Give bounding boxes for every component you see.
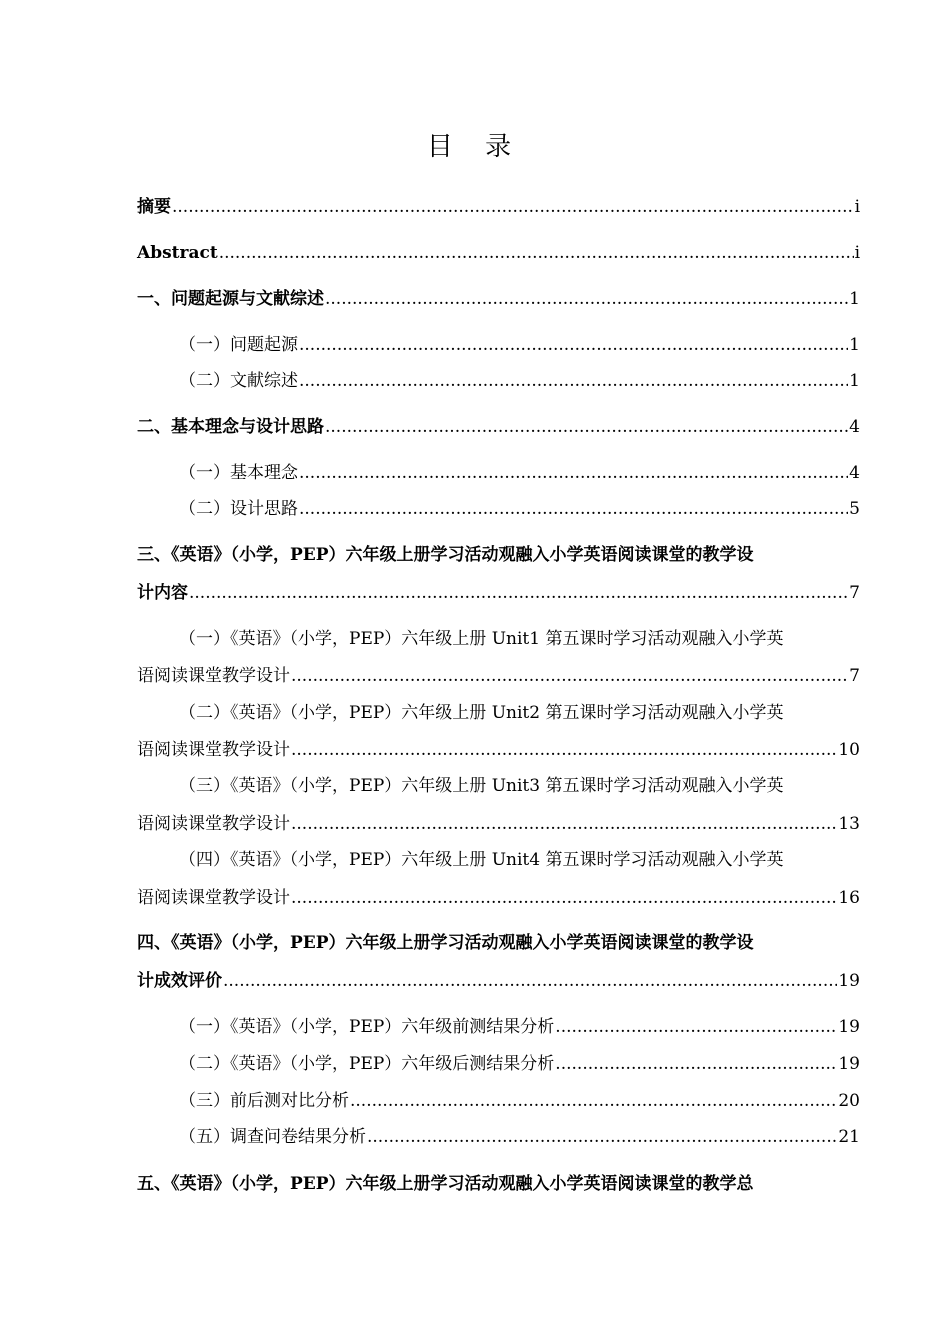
toc-entry-3-4-line1[interactable]: （四）《英语》（小学，PEP）六年级上册 Unit4 第五课时学习活动观融入小学英 xyxy=(179,850,784,870)
toc-page-number: 13 xyxy=(838,814,860,834)
toc-leader-dots xyxy=(291,811,837,837)
toc-entry-2-1[interactable] xyxy=(179,460,860,486)
toc-page-number: 19 xyxy=(838,1017,860,1037)
toc-leader-dots xyxy=(291,737,837,763)
toc-entry-chapter-3-line1[interactable]: 三、《英语》（小学，PEP）六年级上册学习活动观融入小学英语阅读课堂的教学设 xyxy=(137,545,754,565)
toc-entry-chapter-5-line1[interactable]: 五、《英语》（小学，PEP）六年级上册学习活动观融入小学英语阅读课堂的教学总 xyxy=(137,1174,754,1194)
toc-leader-dots xyxy=(299,496,848,522)
toc-entry-4-2[interactable] xyxy=(179,1051,860,1077)
toc-entry-label: （二）文献综述 xyxy=(179,371,298,391)
toc-entry-4-1[interactable] xyxy=(179,1014,860,1040)
toc-page-number: 7 xyxy=(849,583,860,603)
toc-leader-dots xyxy=(223,968,837,994)
toc-entry-chapter-4-line1[interactable]: 四、《英语》（小学，PEP）六年级上册学习活动观融入小学英语阅读课堂的教学设 xyxy=(137,933,754,953)
toc-page-number: 10 xyxy=(838,740,860,760)
toc-entry-3-4[interactable] xyxy=(137,885,860,911)
toc-entry-label: 摘要 xyxy=(137,197,171,217)
toc-leader-dots xyxy=(555,1014,837,1040)
toc-entry-label: （五）调查问卷结果分析 xyxy=(179,1127,366,1147)
toc-entry-3-1-line1[interactable]: （一）《英语》（小学，PEP）六年级上册 Unit1 第五课时学习活动观融入小学英 xyxy=(179,629,784,649)
toc-entry-2-2[interactable] xyxy=(179,496,860,522)
toc-leader-dots xyxy=(325,286,848,312)
toc-entry-label: （一）问题起源 xyxy=(179,335,298,355)
toc-leader-dots xyxy=(325,414,848,440)
toc-page-number: 21 xyxy=(838,1127,860,1147)
toc-entry-label: 语阅读课堂教学设计 xyxy=(137,888,290,908)
toc-entry-label: 二、基本理念与设计思路 xyxy=(137,417,324,437)
toc-entry-abstract-cn[interactable] xyxy=(137,194,860,220)
toc-leader-dots xyxy=(555,1051,837,1077)
toc-entry-chapter-3[interactable] xyxy=(137,580,860,606)
page-title: 目 录 xyxy=(426,132,524,162)
toc-entry-4-5[interactable] xyxy=(179,1124,860,1150)
toc-page-number: 20 xyxy=(838,1091,860,1111)
toc-leader-dots xyxy=(350,1088,837,1114)
toc-page-number: 1 xyxy=(849,289,860,309)
toc-page-number: i xyxy=(854,243,860,263)
toc-leader-dots xyxy=(189,580,848,606)
toc-entry-label: 一、问题起源与文献综述 xyxy=(137,289,324,309)
toc-page-number: 1 xyxy=(849,371,860,391)
toc-entry-3-3-line1[interactable]: （三）《英语》（小学，PEP）六年级上册 Unit3 第五课时学习活动观融入小学英 xyxy=(179,776,784,796)
toc-entry-label: 计内容 xyxy=(137,583,188,603)
toc-entry-chapter-4[interactable] xyxy=(137,968,860,994)
toc-page-number: 4 xyxy=(849,463,860,483)
toc-leader-dots xyxy=(291,663,848,689)
toc-entry-label: 语阅读课堂教学设计 xyxy=(137,814,290,834)
toc-page-number: 19 xyxy=(838,1054,860,1074)
toc-entry-3-2-line1[interactable]: （二）《英语》（小学，PEP）六年级上册 Unit2 第五课时学习活动观融入小学英 xyxy=(179,703,784,723)
toc-leader-dots xyxy=(172,194,854,220)
toc-entry-label: （二）《英语》（小学，PEP）六年级后测结果分析 xyxy=(179,1054,555,1074)
toc-entry-label: 计成效评价 xyxy=(137,971,222,991)
toc-entry-1-2[interactable] xyxy=(179,368,860,394)
toc-entry-label: （一）基本理念 xyxy=(179,463,298,483)
toc-entry-label: 语阅读课堂教学设计 xyxy=(137,666,290,686)
toc-entry-label: Abstract xyxy=(137,243,218,263)
toc-leader-dots xyxy=(367,1124,837,1150)
toc-leader-dots xyxy=(291,885,837,911)
toc-leader-dots xyxy=(299,368,848,394)
toc-leader-dots xyxy=(299,460,848,486)
toc-entry-1-1[interactable] xyxy=(179,332,860,358)
toc-page-number: 7 xyxy=(849,666,860,686)
toc-page-number: 1 xyxy=(849,335,860,355)
toc-entry-label: （三）前后测对比分析 xyxy=(179,1091,349,1111)
toc-entry-chapter-2[interactable] xyxy=(137,414,860,440)
toc-entry-label: （二）设计思路 xyxy=(179,499,298,519)
toc-entry-3-3[interactable] xyxy=(137,811,860,837)
toc-page-number: 5 xyxy=(849,499,860,519)
toc-page-number: 19 xyxy=(838,971,860,991)
toc-page-number: i xyxy=(854,197,860,217)
toc-entry-4-3[interactable] xyxy=(179,1088,860,1114)
toc-entry-chapter-1[interactable] xyxy=(137,286,860,312)
toc-entry-label: 语阅读课堂教学设计 xyxy=(137,740,290,760)
toc-entry-label: （一）《英语》（小学，PEP）六年级前测结果分析 xyxy=(179,1017,555,1037)
toc-page-number: 4 xyxy=(849,417,860,437)
toc-page-number: 16 xyxy=(838,888,860,908)
toc-entry-3-2[interactable] xyxy=(137,737,860,763)
toc-leader-dots xyxy=(219,240,854,266)
toc-leader-dots xyxy=(299,332,848,358)
toc-entry-abstract-en[interactable] xyxy=(137,240,860,266)
toc-entry-3-1[interactable] xyxy=(137,663,860,689)
